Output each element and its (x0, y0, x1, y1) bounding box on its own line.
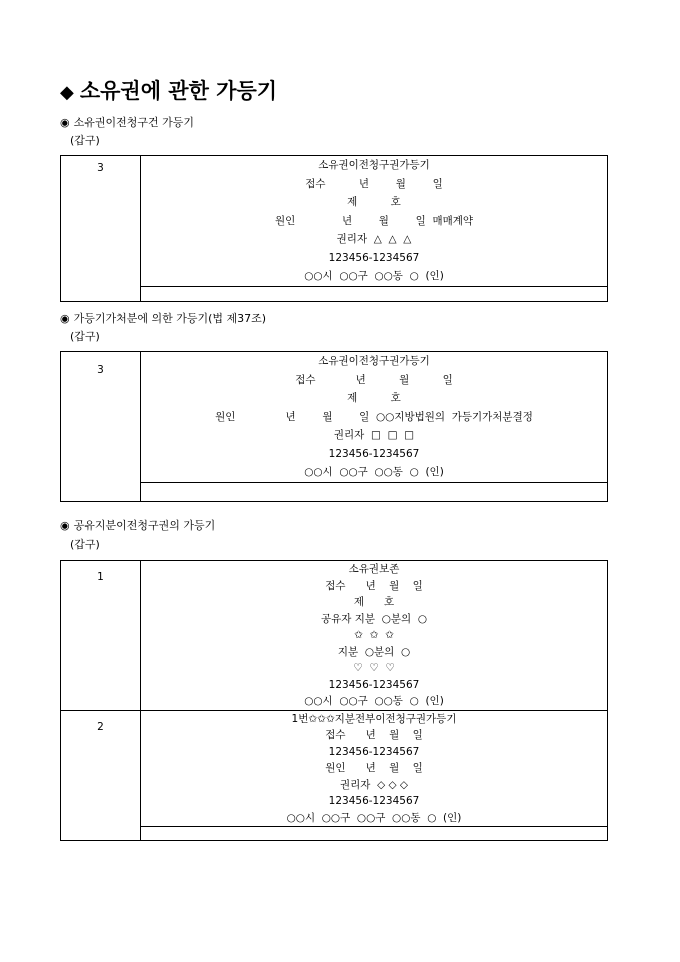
table-row (61, 827, 608, 841)
table-row (61, 561, 608, 711)
entry-line: ○○시 ○○구 ○○동 ○ (인) (304, 270, 444, 282)
entry-line: 원인 년 월 일 (325, 762, 423, 774)
section-heading-2 (60, 311, 266, 326)
circle-bullet-icon: ◉ (60, 312, 70, 325)
entry-line: 제 호 (347, 392, 401, 404)
entry-number: 2 (97, 720, 104, 733)
entry-line: 소유권이전청구권가등기 (318, 355, 430, 367)
entry-number-cell (61, 710, 141, 841)
entry-line: 123456-1234567 (328, 795, 420, 807)
section-heading-1 (60, 115, 194, 130)
entry-line: 접수 년 월 일 (305, 177, 443, 190)
entry-body-cell (141, 710, 608, 827)
entry-line: 제 호 (353, 596, 395, 608)
entry-line: 권리자 ◇ ◇ ◇ (339, 778, 408, 791)
entry-number-cell (61, 561, 141, 711)
entry-number: 3 (97, 364, 104, 376)
section-heading-text: 공유지분이전청구권의 가등기 (73, 519, 216, 532)
empty-cell (141, 827, 608, 841)
entry-line: 지분 ○분의 ○ (337, 645, 411, 658)
entry-line: 공유자 지분 ○분의 ○ (320, 612, 427, 625)
entry-body-cell (141, 561, 608, 711)
section-sub-2: (갑구) (70, 330, 100, 343)
entry-line: 접수 년 월 일 (295, 373, 453, 386)
entry-line: 소유권이전청구권가등기 (318, 159, 430, 171)
page-title (60, 78, 277, 106)
entry-line: 123456-1234567 (328, 678, 420, 691)
entry-line: 123456-1234567 (328, 447, 420, 460)
entry-line: 원인 년 월 일 매매계약 (274, 214, 474, 227)
section-sub-3: (갑구) (70, 538, 100, 551)
entry-number: 3 (97, 162, 104, 174)
register-table-2 (60, 351, 608, 502)
empty-cell (141, 286, 608, 301)
entry-body-cell (141, 156, 608, 287)
entry-line: 접수 년 월 일 (325, 729, 423, 741)
entry-number-cell (61, 352, 141, 502)
entry-line: ○○시 ○○구 ○○동 ○ (인) (304, 466, 444, 478)
entry-number: 1 (97, 571, 104, 583)
section-heading-text: 가등기가처분에 의한 가등기(법 제37조) (73, 312, 267, 325)
entry-line: ✩ ✩ ✩ (354, 629, 394, 641)
empty-cell (141, 482, 608, 501)
table-row (61, 710, 608, 827)
entry-line: 123456-1234567 (328, 251, 420, 264)
entry-line: 1번✩✩✩지분전부이전청구권가등기 (291, 712, 457, 725)
circle-bullet-icon: ◉ (60, 519, 70, 532)
section-heading-3 (60, 518, 215, 533)
entry-line: ○○시 ○○구 ○○구 ○○동 ○ (인) (286, 811, 462, 824)
table-row (61, 156, 608, 287)
table-row (61, 482, 608, 501)
entry-line: 123456-1234567 (328, 745, 420, 758)
section-heading-text: 소유권이전청구건 가등기 (73, 116, 194, 129)
section-sub-1: (갑구) (70, 134, 100, 147)
entry-line: 권리자 □ □ □ (333, 429, 415, 441)
register-table-3 (60, 560, 608, 841)
page-title-text: 소유권에 관한 가등기 (79, 78, 278, 103)
entry-number-cell (61, 156, 141, 302)
table-row (61, 352, 608, 483)
circle-bullet-icon: ◉ (60, 116, 70, 129)
entry-line: 원인 년 월 일 ○○지방법원의 가등기가처분결정 (215, 410, 533, 423)
diamond-bullet-icon: ◆ (60, 82, 74, 103)
entry-line: ○○시 ○○구 ○○동 ○ (인) (304, 695, 444, 707)
entry-line: 접수 년 월 일 (325, 579, 423, 592)
entry-line: 권리자 △ △ △ (336, 233, 412, 245)
entry-line: 제 호 (347, 196, 401, 208)
entry-line: 소유권보존 (348, 563, 400, 575)
register-table-1 (60, 155, 608, 302)
entry-line: ♡ ♡ ♡ (353, 662, 395, 674)
table-row (61, 286, 608, 301)
entry-body-cell (141, 352, 608, 483)
